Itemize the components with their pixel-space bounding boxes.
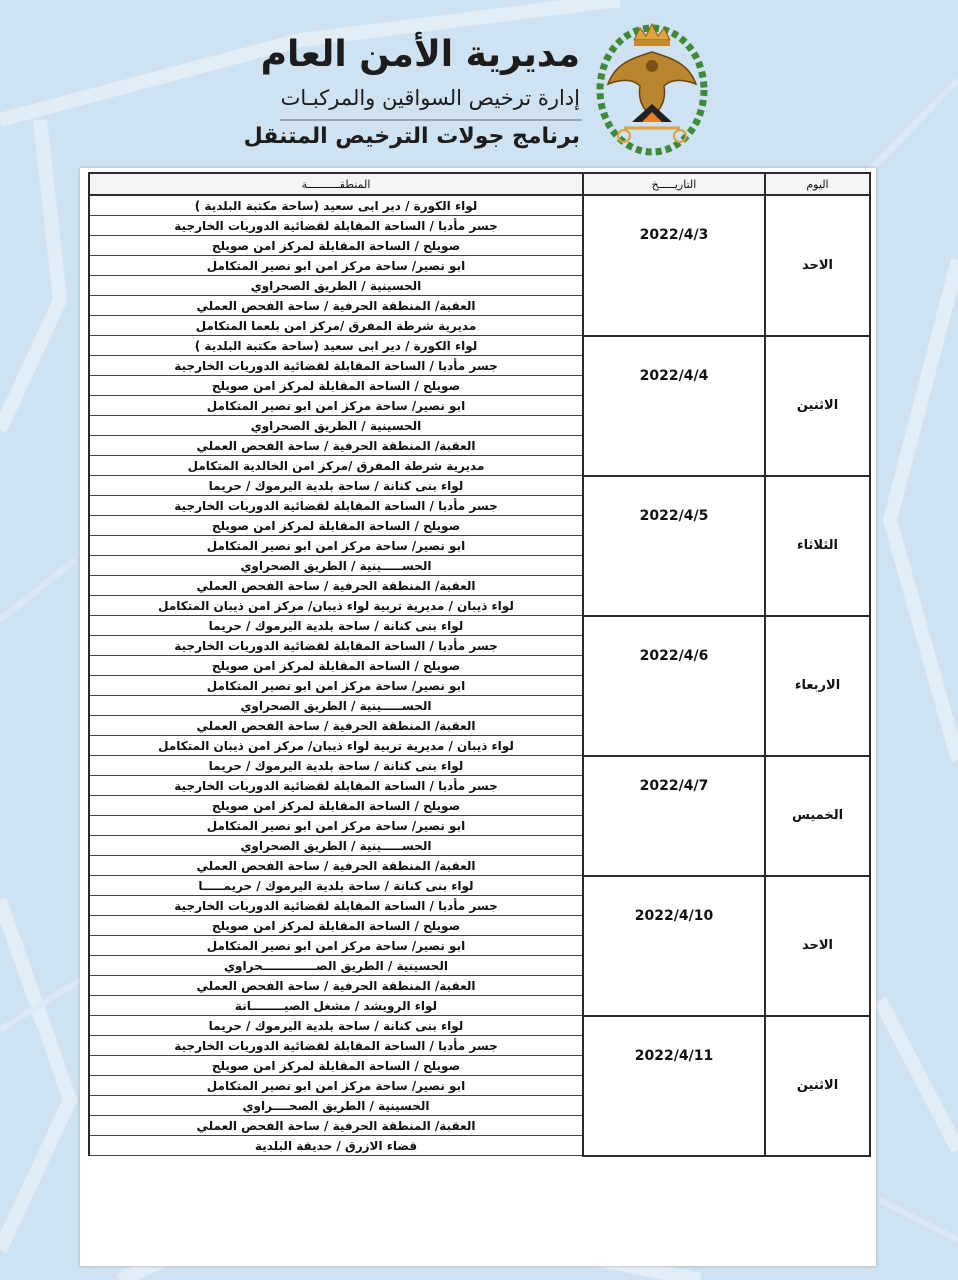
day-cell: الاربعاء [765, 616, 870, 756]
location-cell: العقبة/ المنطقة الحرفية / ساحة الفحص العملي [89, 856, 583, 876]
location-cell: الحســـــينية / الطريق الصحراوي [89, 836, 583, 856]
day-cell: الخميس [765, 756, 870, 876]
location-cell: صويلح / الساحة المقابلة لمركز امن صويلح [89, 656, 583, 676]
date-cell [583, 876, 765, 1016]
location-cell: الحسينية / الطريق الصـــــــــــــحراوي [89, 956, 583, 976]
location-cell: لواء الكورة / دير ابى سعيد (ساحة مكتبة البلدية ) [89, 336, 583, 356]
page-header [0, 0, 958, 168]
location-cell: جسر مأدبا / الساحة المقابلة لقضائية الدوريات الخارجية [89, 776, 583, 796]
location-cell: ابو نصير/ ساحة مركز امن ابو نصير المتكامل [89, 816, 583, 836]
location-cell: صويلح / الساحة المقابلة لمركز امن صويلح [89, 376, 583, 396]
header-date: التاريـــــخ [583, 173, 765, 195]
location-cell: جسر مأدبا / الساحة المقابلة لقضائية الدوريات الخارجية [89, 636, 583, 656]
location-cell: لواء الرويشد / مشغل الصيــــــــانة [89, 996, 583, 1016]
location-cell: جسر مأدبا / الساحة المقابلة لقضائية الدوريات الخارجية [89, 356, 583, 376]
location-cell: قضاء الازرق / حديقة البلدية [89, 1136, 583, 1156]
header-region: المنطقــــــــــة [89, 173, 583, 195]
location-cell: صويلح / الساحة المقابلة لمركز امن صويلح [89, 1056, 583, 1076]
date-cell [583, 616, 765, 756]
program-title: برنامج جولات الترخيص المتنقل [243, 124, 580, 149]
location-cell: العقبة/ المنطقة الحرفية / ساحة الفحص العملي [89, 716, 583, 736]
table-row [89, 1016, 870, 1036]
location-cell: لواء بنى كنانة / ساحة بلدية اليرموك / حريمـــــا [89, 876, 583, 896]
table-header-row [89, 173, 870, 195]
date-cell [583, 756, 765, 876]
location-cell: صويلح / الساحة المقابلة لمركز امن صويلح [89, 516, 583, 536]
location-cell: ابو نصير/ ساحة مركز امن ابو نصير المتكامل [89, 396, 583, 416]
location-cell: لواء ذيبان / مديرية تربية لواء ذيبان/ مركز امن ذيبان المتكامل [89, 596, 583, 616]
schedule-sheet [80, 168, 876, 1266]
location-cell: ابو نصير/ ساحة مركز امن ابو نصير المتكامل [89, 256, 583, 276]
location-cell: صويلح / الساحة المقابلة لمركز امن صويلح [89, 796, 583, 816]
location-cell: جسر مأدبا / الساحة المقابلة لقضائية الدوريات الخارجية [89, 1036, 583, 1056]
table-row [89, 756, 870, 776]
location-cell: ابو نصير/ ساحة مركز امن ابو نصير المتكامل [89, 936, 583, 956]
location-cell: لواء بنى كنانة / ساحة بلدية اليرموك / حريما [89, 616, 583, 636]
day-cell: الاحد [765, 195, 870, 336]
location-cell: صويلح / الساحة المقابلة لمركز امن صويلح [89, 916, 583, 936]
day-cell: الاحد [765, 876, 870, 1016]
table-row [89, 876, 870, 896]
location-cell: الحســـــينية / الطريق الصحراوي [89, 696, 583, 716]
location-cell: ابو نصير/ ساحة مركز امن ابو نصير المتكامل [89, 676, 583, 696]
location-cell: مديرية شرطة المفرق /مركز امن بلعما المتكامل [89, 316, 583, 336]
location-cell: الحسينية / الطريق الصحراوي [89, 416, 583, 436]
date-label: 2022/4/10 [634, 907, 714, 924]
location-cell: لواء بنى كنانة / ساحة بلدية اليرموك / حريما [89, 1016, 583, 1036]
date-cell [583, 195, 765, 336]
location-cell: لواء ذيبان / مديرية تربية لواء ذيبان/ مركز امن ذيبان المتكامل [89, 736, 583, 756]
day-cell: الاثنين [765, 1016, 870, 1156]
table-row [89, 336, 870, 356]
location-cell: جسر مأدبا / الساحة المقابلة لقضائية الدوريات الخارجية [89, 896, 583, 916]
location-cell: الحســـــينية / الطريق الصحراوي [89, 556, 583, 576]
location-cell: لواء بنى كنانة / ساحة بلدية اليرموك / حريما [89, 476, 583, 496]
day-cell: الثلاثاء [765, 476, 870, 616]
page-title: مديرية الأمن العام [260, 34, 580, 75]
date-label: 2022/4/3 [639, 227, 709, 244]
location-cell: جسر مأدبا / الساحة المقابلة لقضائية الدوريات الخارجية [89, 216, 583, 236]
schedule-table [88, 172, 871, 1157]
date-cell [583, 476, 765, 616]
location-cell: جسر مأدبا / الساحة المقابلة لقضائية الدوريات الخارجية [89, 496, 583, 516]
date-label: 2022/4/6 [639, 647, 709, 664]
location-cell: العقبة/ المنطقة الحرفية / ساحة الفحص العملي [89, 1116, 583, 1136]
date-label: 2022/4/11 [634, 1047, 714, 1064]
schedule-body [89, 195, 870, 1156]
location-cell: العقبة/ المنطقة الحرفية / ساحة الفحص العملي [89, 976, 583, 996]
location-cell: الحسينية / الطريق الصحــــراوي [89, 1096, 583, 1116]
department-subtitle: إدارة ترخيص السواقين والمركبـات [280, 86, 580, 110]
location-cell: لواء بنى كنانة / ساحة بلدية اليرموك / حريما [89, 756, 583, 776]
location-cell: العقبة/ المنطقة الحرفية / ساحة الفحص العملي [89, 296, 583, 316]
date-label: 2022/4/7 [639, 777, 709, 794]
header-day: اليوم [765, 173, 870, 195]
location-cell: صويلح / الساحة المقابلة لمركز امن صويلح [89, 236, 583, 256]
location-cell: ابو نصير/ ساحة مركز امن ابو نصير المتكامل [89, 536, 583, 556]
location-cell: العقبة/ المنطقة الحرفية / ساحة الفحص العملي [89, 576, 583, 596]
location-cell: لواء الكورة / دير ابى سعيد (ساحة مكتبة البلدية ) [89, 195, 583, 216]
public-security-emblem-icon [594, 18, 710, 158]
date-cell [583, 1016, 765, 1156]
header-divider [280, 119, 582, 121]
location-cell: ابو نصير/ ساحة مركز امن ابو نصير المتكامل [89, 1076, 583, 1096]
table-row [89, 476, 870, 496]
location-cell: الحسينية / الطريق الصحراوي [89, 276, 583, 296]
location-cell: العقبة/ المنطقة الحرفية / ساحة الفحص العملي [89, 436, 583, 456]
date-cell [583, 336, 765, 476]
table-row [89, 616, 870, 636]
location-cell: مديرية شرطة المفرق /مركز امن الخالدية المتكامل [89, 456, 583, 476]
table-row [89, 195, 870, 216]
date-label: 2022/4/4 [639, 367, 709, 384]
date-label: 2022/4/5 [639, 507, 709, 524]
day-cell: الاثنين [765, 336, 870, 476]
